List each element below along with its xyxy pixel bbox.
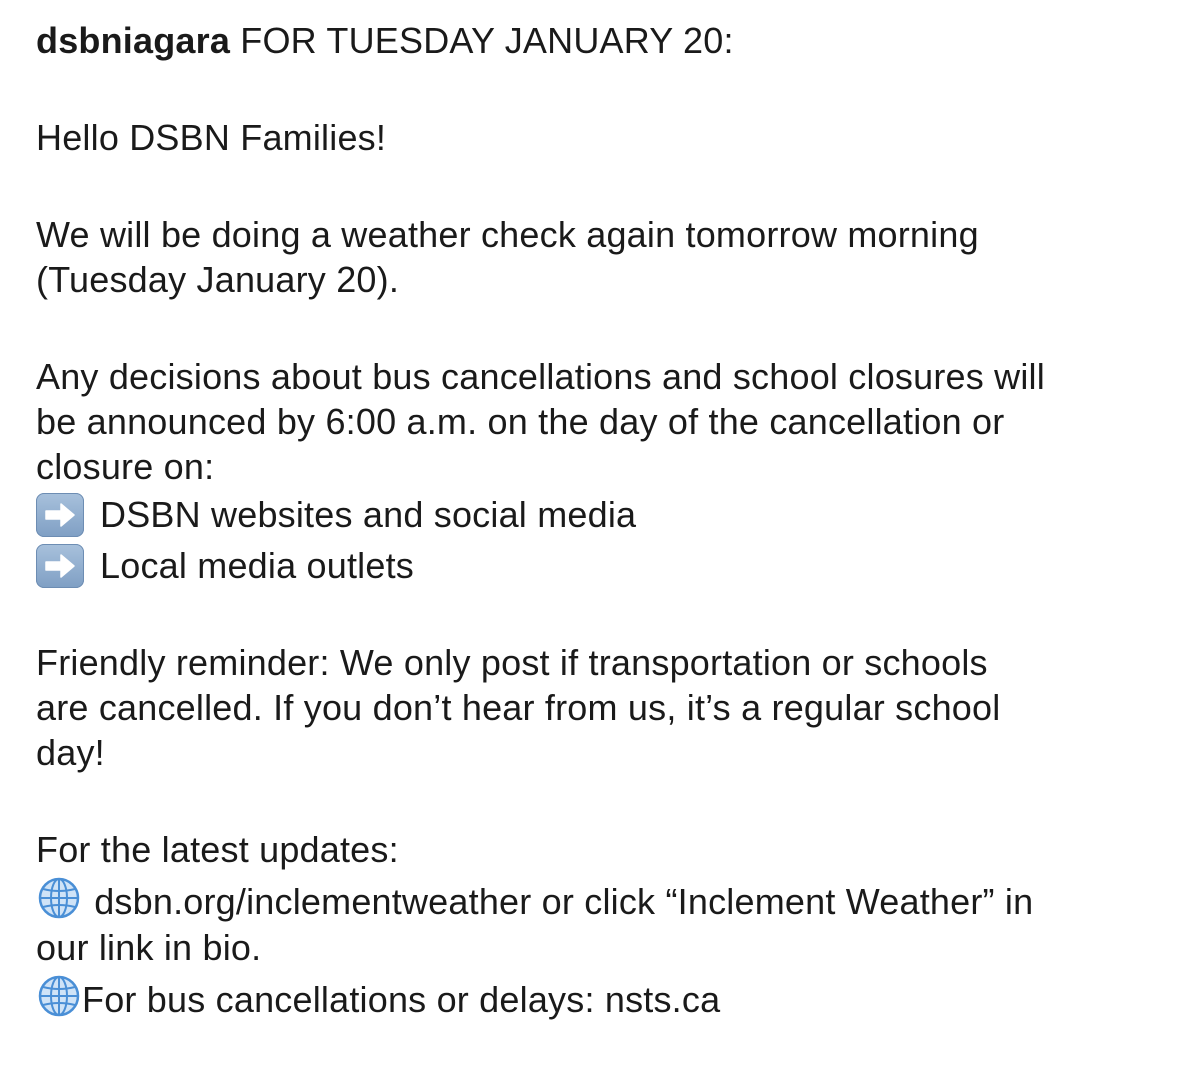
channel-text: Local media outlets	[100, 545, 414, 586]
updates-paragraph	[36, 827, 1176, 1023]
globe-icon	[36, 974, 82, 1018]
inclement-weather-link-text[interactable]: dsbn.org/inclementweather or click “Inclement Weather” in	[94, 881, 1034, 922]
reminder-paragraph	[36, 640, 1176, 775]
decisions-line-3: closure on:	[36, 446, 215, 487]
weather-check-line-2: (Tuesday January 20).	[36, 259, 400, 300]
channel-item	[36, 540, 1176, 591]
inclement-weather-link-continued: our link in bio.	[36, 927, 262, 968]
right-arrow-icon	[36, 544, 84, 588]
greeting-text: Hello DSBN Families!	[36, 117, 387, 158]
inclement-weather-link-line	[36, 876, 1176, 925]
decisions-line-2: be announced by 6:00 a.m. on the day of the cancellation or	[36, 401, 1005, 442]
username-link[interactable]: dsbniagara	[36, 20, 231, 61]
post-header-text: FOR TUESDAY JANUARY 20:	[240, 20, 734, 61]
weather-check-paragraph	[36, 212, 1176, 302]
bus-cancellations-line	[36, 974, 1176, 1023]
updates-heading: For the latest updates:	[36, 829, 399, 870]
post-header	[36, 18, 1176, 63]
bus-cancellations-text[interactable]: For bus cancellations or delays: nsts.ca	[82, 979, 721, 1020]
channel-text: DSBN websites and social media	[100, 494, 637, 535]
greeting	[36, 115, 1176, 160]
channel-item	[36, 489, 1176, 540]
globe-icon	[36, 876, 84, 920]
weather-check-line-1: We will be doing a weather check again tomorrow morning	[36, 214, 979, 255]
reminder-line-2: are cancelled. If you don’t hear from us, it’s a regular school	[36, 687, 1001, 728]
right-arrow-icon	[36, 493, 84, 537]
post-caption	[36, 18, 1176, 1075]
reminder-line-3: day!	[36, 732, 105, 773]
reminder-line-1: Friendly reminder: We only post if transportation or schools	[36, 642, 988, 683]
decisions-line-1: Any decisions about bus cancellations and school closures will	[36, 356, 1045, 397]
decisions-paragraph	[36, 354, 1176, 591]
